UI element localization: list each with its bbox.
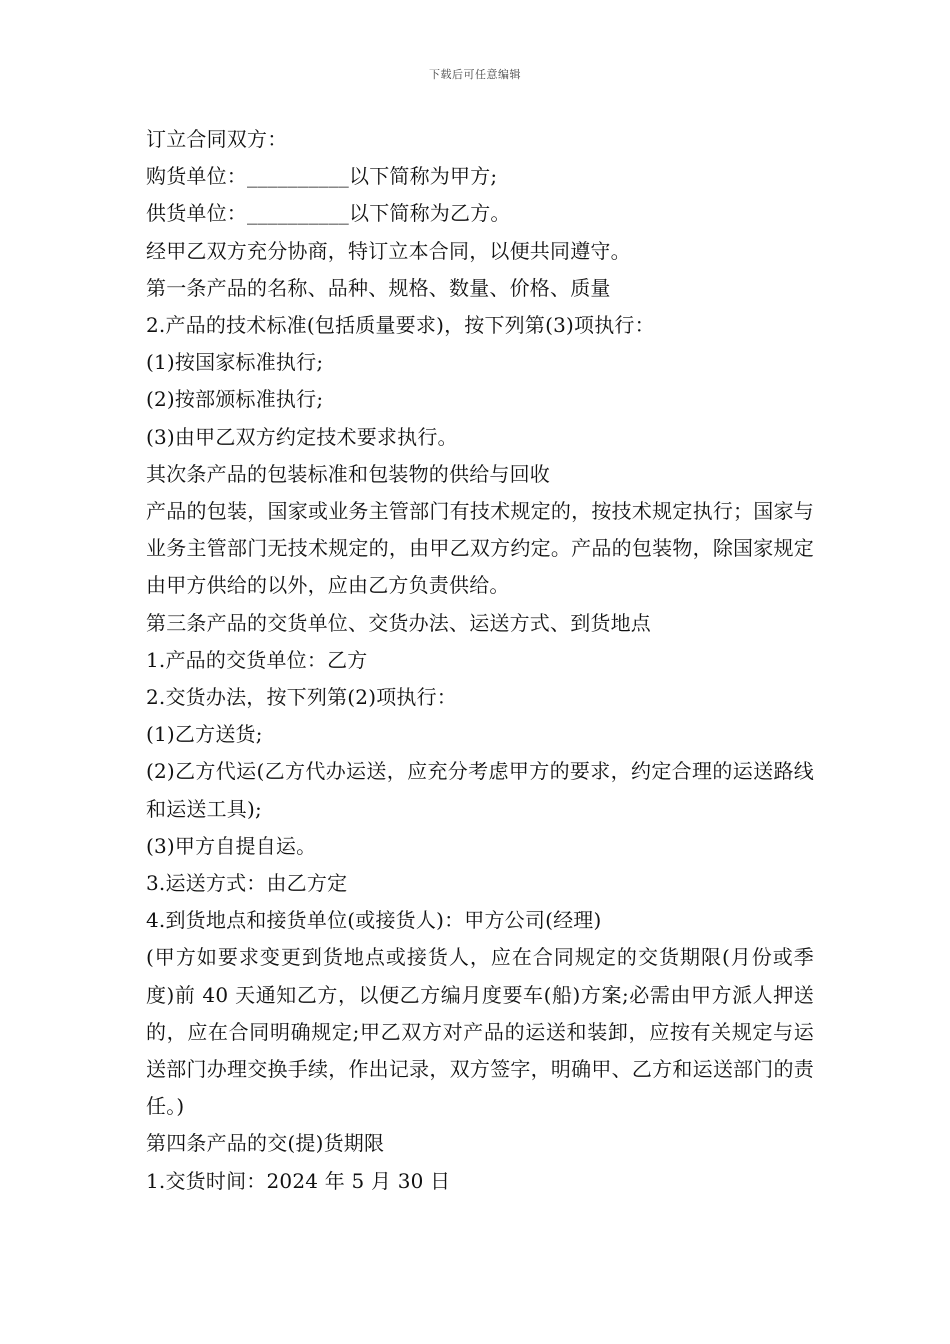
standard-option-2: (2)按部颁标准执行;	[146, 387, 324, 412]
article-4-heading: 第四条产品的交(提)货期限	[146, 1131, 385, 1156]
technical-standard-line: 2.产品的技术标准(包括质量要求)，按下列第(3)项执行：	[146, 313, 655, 338]
delivery-method-line: 2.交货办法，按下列第(2)项执行：	[146, 685, 458, 710]
arrival-change-paragraph: (甲方如要求变更到货地点或接货人，应在合同规定的交货期限(月份或季度)前 40 天通知乙方，以便乙方编月度要车(船)方案;必需由甲方派人押送的，应在合同明确规定;甲乙双方对产品的运送和装卸，应按有关规定与运送部门办理交换手续，作出记录，双方签字，明确甲、乙方和运送部门的责任。)	[146, 945, 814, 1119]
buyer-line: 购货单位：__________以下简称为甲方;	[146, 164, 498, 189]
delivery-option-2: (2)乙方代运(乙方代办运送，应充分考虑甲方的要求，约定合理的运送路线和运送工具);	[146, 759, 814, 821]
agreement-line: 经甲乙双方充分协商，特订立本合同，以便共同遵守。	[146, 238, 631, 263]
article-3-heading: 第三条产品的交货单位、交货办法、运送方式、到货地点	[146, 610, 651, 635]
article-1-heading: 第一条产品的名称、品种、规格、数量、价格、质量	[146, 275, 611, 300]
article-2-heading: 其次条产品的包装标准和包装物的供给与回收	[146, 461, 550, 486]
delivery-unit-line: 1.产品的交货单位：乙方	[146, 647, 368, 672]
header-note: 下载后可任意编辑	[429, 68, 521, 81]
packaging-paragraph: 产品的包装，国家或业务主管部门有技术规定的，按技术规定执行；国家与业务主管部门无技术规定的，由甲乙双方约定。产品的包装物，除国家规定由甲方供给的以外，应由乙方负责供给。	[146, 499, 814, 598]
delivery-option-3: (3)甲方自提自运。	[146, 833, 317, 858]
contract-body	[146, 121, 814, 1200]
standard-option-1: (1)按国家标准执行;	[146, 350, 324, 375]
arrival-location-line: 4.到货地点和接货单位(或接货人)：甲方公司(经理)	[146, 908, 602, 933]
transport-method-line: 3.运送方式：由乙方定	[146, 871, 348, 896]
delivery-time-line: 1.交货时间：2024 年 5 月 30 日	[146, 1168, 451, 1193]
supplier-line: 供货单位：__________以下简称为乙方。	[146, 201, 511, 226]
standard-option-3: (3)由甲乙双方约定技术要求执行。	[146, 424, 458, 449]
delivery-option-1: (1)乙方送货;	[146, 722, 263, 747]
contract-parties-heading: 订立合同双方：	[146, 127, 288, 151]
